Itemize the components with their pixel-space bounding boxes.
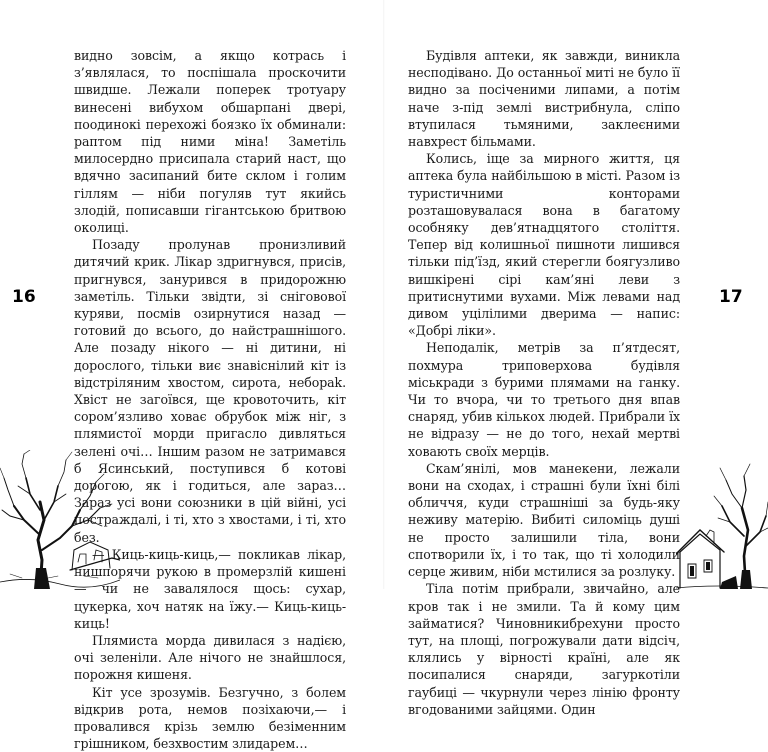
page-number-left: 16 xyxy=(12,287,36,307)
paragraph: Неподалік, метрів за п’ятдесят, похмура триповерхова будівля міськради з бурими плямами на ганку. Чи то вчора, чи то третього дня впав снаряд, убив кількох людей. Прибрали їх не відразу — не до того, нехай мертві ховають своїх мерців. xyxy=(408,340,680,459)
right-page xyxy=(384,0,768,717)
paragraph: Будівля аптеки, як завжди, виникла несподівано. До останньої миті не було її видно за посіченими липами, а потім наче з-під землі вистрибнула, сліпо втупилася тьмяними, заклеєними навхрест більмами. xyxy=(408,48,680,150)
right-page-text xyxy=(408,47,680,718)
ruined-house-tree-sketch-icon xyxy=(676,460,768,589)
page-number-right: 17 xyxy=(719,287,743,307)
bare-tree-sketch-icon xyxy=(0,450,120,589)
paragraph: Позаду пролунав пронизливий дитячий крик. Лікар здригнувся, присів, пригнувся, занурився в придорожню заметіль. Тільки звідти, зі сніговової куряви, посмів озирнутися назад — готовий до всього, до найстрашнішого. Але позаду нікого — ні дитини, ні дорослого, тільки виє знавіснілий кіт із відстріляним хвостом, сирота, небораk. Хвіст не загоївся, ще кровоточить, кіт сором’язливо ховає обрубок між ніг, з плямистої морди пригасло дивляться зелені очі… Іншим разом не затримався б Ясинський, поступився б котові дорогою, як і годиться, але зараз… Зараз усі вони союзники в цій війні, усі постраждалі, і ті, хто з хвостами, і ті, хто без. xyxy=(74,237,346,545)
paragraph: Скам’янілі, мов манекени, лежали вони на сходах, і страшні були їхні білі обличчя, куди страшніші за будь-яку неживу матерію. Вибиті силоміць душі не просто залишили тіла, вони спотворили їх, і то так, що ті холодили серце живим, ніби мстилися за розлуку. xyxy=(408,460,680,580)
paragraph: — Киць-киць-киць,— покликав лікар, нишпорячи рукою в промерзлій кишені — чи не завалялося щось: сухар, цукерка, хоч натяк на їжу.— Киць-киць-киць! xyxy=(74,546,346,631)
paragraph: Тіла потім прибрали, звичайно, але кров так і не змили. Та й кому цим займатися? Чиновникибрехуни просто тут, на площі, погрожували дати відсіч, клялись у вірності країні, але як посипалися снаряди, загуркотіли гаубиці — чкурнули через лінію фронту вгодованими зайцями. Один xyxy=(408,581,680,717)
paragraph: видно зовсім, а якщо котрась і з’являлася, то поспішала проскочити швидше. Лежали поперек тротуару винесені вибухом обшарпані двері, поодинокі перехожі боязко їх обминали: раптом під ними міна! Заметіль милосердно присипала старий наст, що вдячно засипаний бите склом і голим гіллям — ніби погуляв тут якийсь злодій, пописавши гігантською бритвою околиці. xyxy=(74,48,346,236)
paragraph: Колись, іще за мирного життя, ця аптека була найбільшою в місті. Разом із туристичними конторами розташовувалася вона в багатому особняку дев’ятнадцятого століття. Тепер від колишньої пишноти лишився тільки під’їзд, який стерегли боягузливо вишкірені сірі кам’яні леви з притиснутими вухами. Між левами над дивом уцілілими дверима — напис: «Добрі ліки». xyxy=(408,151,680,339)
paragraph: Кіт усе зрозумів. Безгучно, з болем відкрив рота, немов позіхаючи,— і провалився крізь землю безіменним грішником, безхвостим злидарем… xyxy=(74,684,346,752)
left-page-text xyxy=(74,47,346,752)
paragraph: Плямиста морда дивилася з надією, очі зеленіли. Але нічого не знайшлося, порожня кишеня. xyxy=(74,632,346,683)
